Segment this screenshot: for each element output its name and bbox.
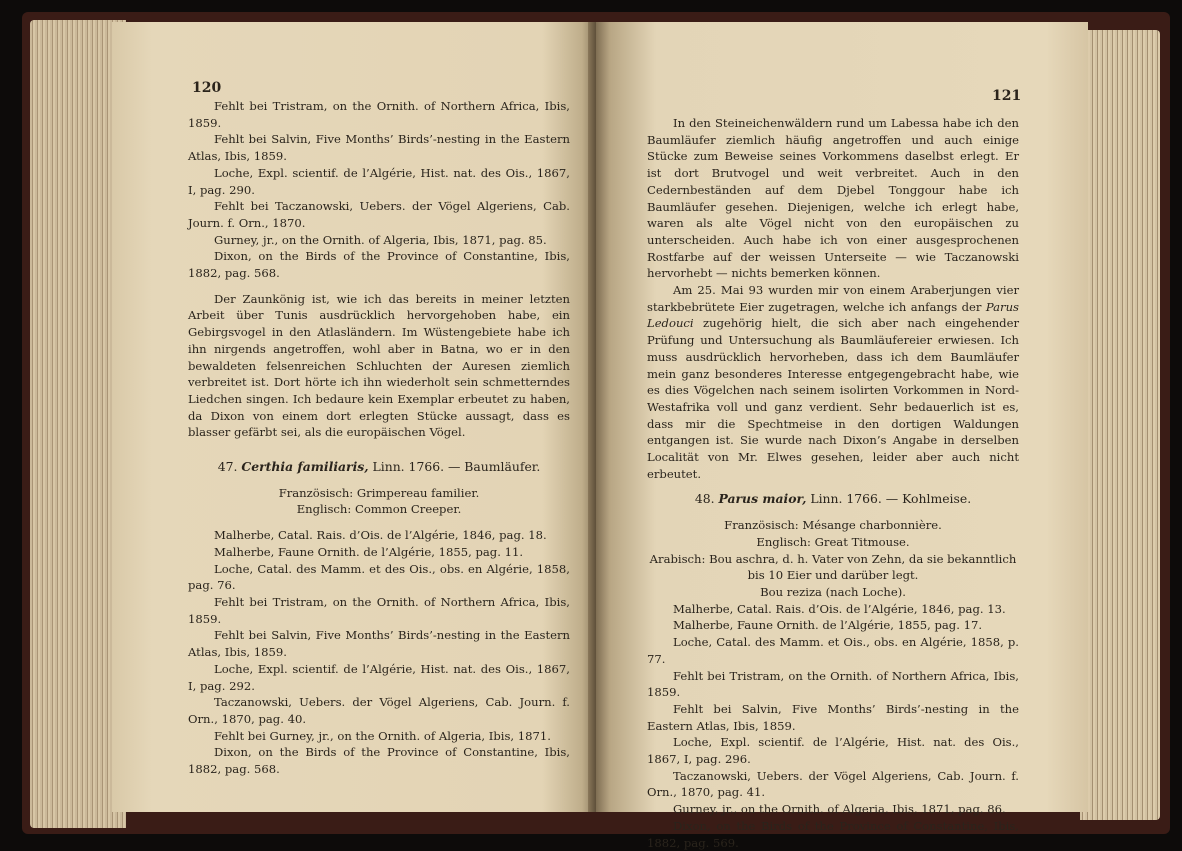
page-edges-right [1080,30,1160,820]
species-authority: Linn. 1766. — Kohlmeise. [810,491,972,507]
french-name: Französisch: Mésange charbonnière. [724,518,942,533]
ref-line: Loche, Expl. scientif. de l’Algérie, Hist. nat. des Ois., 1867, I, pag. 296. [647,735,1019,767]
body-paragraph [647,282,1019,482]
ref-line: Malherbe, Catal. Rais. d’Ois. de l’Algérie, 1846, pag. 18. [214,528,547,543]
species-authority: Linn. 1766. — Baumläufer. [372,459,541,475]
ref-line: Malherbe, Catal. Rais. d’Ois. de l’Algérie, 1846, pag. 13. [673,601,1006,616]
ref-line: Loche, Catal. des Mamm. et des Ois., obs. en Algérie, 1858, pag. 76. [188,561,570,593]
italic-species: Parus Ledouci [647,299,1019,331]
french-name: Französisch: Grimpereau familier. [278,485,480,500]
ref-line: Malherbe, Faune Ornith. de l’Algérie, 1855, pag. 17. [673,618,983,633]
ref-line: Fehlt bei Taczanowski, Uebers. der Vögel Algeriens, Cab. Journ. f. Orn., 1870. [188,199,570,230]
ref-line: Taczanowski, Uebers. der Vögel Algeriens, Cab. Journ. f. Orn., 1870, pag. 40. [188,695,570,726]
ref-line: Malherbe, Faune Ornith. de l’Algérie, 1855, pag. 11. [214,544,524,559]
ref-line: Taczanowski, Uebers. der Vögel Algeriens, Cab. Journ. f. Orn., 1870, pag. 41. [647,768,1019,800]
species-heading [188,459,570,476]
ref-line: Fehlt bei Salvin, Five Months’ Birds’-nesting in the Eastern Atlas, Ibis, 1859. [647,701,1019,733]
right-page [596,22,1088,850]
paragraph-text: Am 25. Mai 93 wurden mir von einem Araberjungen vier starkbebrütete Eier zugetragen, welche ich anfangs der [647,283,1019,314]
left-page [112,22,596,812]
paragraph-text: zugehörig hielt, die sich aber nach eingehender Prüfung und Untersuchung als Baumläufereier erwiesen. Ich muss ausdrücklich hervorheben, dass ich dem Baumläufer mein ganz besonderes Interesse entgegengebracht habe, wie es dies Vögelchen nach seinem isolirten Vorkommen in Nord-Westafrika voll und ganz verdient. Sehr bedauerlich ist es, dass mir die Spechtmeise in den dortigen Waldungen entgangen ist. Sie wurde nach Dixon’s Angabe in derselben Localität von Mr. Elwes gesehen, leider aber auch nicht erbeutet. [647,316,1019,481]
ref-line: Gurney, jr., on the Ornith. of Algeria, Ibis, 1871, pag. 86. [673,802,1006,817]
body-paragraph: Der Zaunkönig ist, wie ich das bereits in meiner letzten Arbeit über Tunis ausdrücklich hervorgehoben habe, ein Gebirgsvogel in den Atlasländern. Im Wüstengebiete habe ich ihn nirgends angetroffen, wohl aber in Batna, wo er in den bewaldeten felsenreichen Schluchten der Auresen ziemlich verbreitet ist. Dort hörte ich ihn wiederholt sein schmetterndes Liedchen singen. Ich bedaure kein Exemplar erbeutet zu haben, da Dixon von einem dort erlegten Stücke aussagt, dass es blasser gefärbt sei, als die europäischen Vögel. [188,291,570,440]
ref-line: Fehlt bei Salvin, Five Months’ Birds’-nesting in the Eastern Atlas, Ibis, 1859. [188,628,570,660]
species-name: Parus maior, [718,491,807,507]
ref-line: Fehlt bei Salvin, Five Months’ Birds’-nesting in the Eastern Atlas, Ibis, 1859. [188,132,570,164]
ref-line: Loche, Expl. scientif. de l’Algérie, Hist. nat. des Ois., 1867, I, pag. 290. [188,165,570,197]
body-paragraph: In den Steineichenwäldern rund um Labessa habe ich den Baumläufer ziemlich häufig angetroffen und auch einige Stücke zum Beweise seines Vorkommens daselbst erlegt. Er ist dort Brutvogel und weit verbreitet. Auch in den Cedernbeständen auf dem Djebel Tonggour habe ich Baumläufer gesehen. Diejenigen, welche ich erlegt habe, waren als alte Vögel nicht von den europäischen zu unterscheiden. Auch habe ich von einer ausgesprochenen Rostfarbe auf der weissen Unterseite — wie Taczanowski hervorhebt — nichts bemerken können. [647,116,1019,281]
species-number: 48. [694,491,715,507]
species-number: 47. [217,459,238,475]
ref-line: Fehlt bei Tristram, on the Ornith. of Northern Africa, Ibis, 1859. [188,99,570,130]
english-name: Englisch: Great Titmouse. [756,534,910,549]
ref-line: Loche, Catal. des Mamm. et Ois., obs. en Algérie, 1858, p. 77. [647,635,1019,666]
ref-line: Fehlt bei Tristram, on the Ornith. of Northern Africa, Ibis, 1859. [188,594,570,626]
english-name: Englisch: Common Creeper. [296,502,462,517]
ref-line: Fehlt bei Tristram, on the Ornith. of Northern Africa, Ibis, 1859. [647,668,1019,700]
page-number-left: 120 [192,80,222,96]
ref-line: Fehlt bei Gurney, jr., on the Ornith. of Algeria, Ibis, 1871. [214,728,551,743]
ref-line: Gurney, jr., on the Ornith. of Algeria, Ibis, 1871, pag. 85. [214,232,547,247]
species-heading [647,491,1019,508]
left-page-text [188,98,570,778]
species-name: Certhia familiaris, [241,459,369,475]
ref-line: Dixon, on the Birds of the Province of Constantine, Ibis, 1882, pag. 568. [188,745,570,777]
right-page-text [647,115,1019,851]
ref-line: Dixon, on the Birds of the Province of Constantine, Ibis, 1882, pag. 568. [188,249,570,281]
arabic-name: Arabisch: Bou aschra, d. h. Vater von Zehn, da sie bekanntlich bis 10 Eier und darüber legt. [649,551,1017,583]
arabic-name-alt: Bou reziza (nach Loche). [760,584,906,599]
page-number-right: 121 [992,88,1022,104]
ref-line: Dixon, on the Birds of the Province of Constantine, Ibis, 1882, pag. 569. [647,818,1019,850]
ref-line: Loche, Expl. scientif. de l’Algérie, Hist. nat. des Ois., 1867, I, pag. 292. [188,661,570,693]
